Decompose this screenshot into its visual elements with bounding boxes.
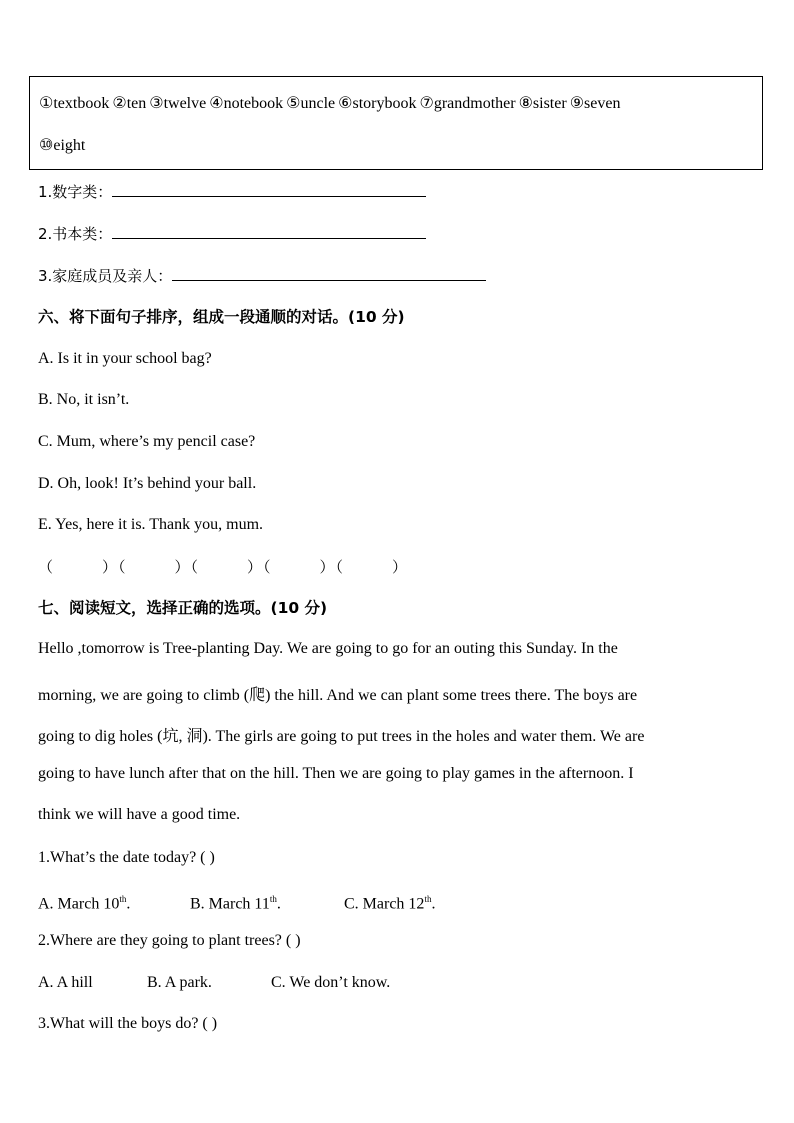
passage-line: morning, we are going to climb (爬) the hill. And we can plant some trees there. The boys are [38,687,638,704]
question-1: 1.What’s the date today? ( ) [38,849,215,866]
word-item: ⑥storybook [338,95,417,112]
word-item: ⑦grandmother [419,95,516,112]
option-tail: . [276,895,281,913]
question-2-option-a[interactable]: A. A hill [38,974,93,991]
passage-line: Hello ,tomorrow is Tree-planting Day. We are going to go for an outing this Sunday. In the [38,640,618,657]
option-sup: th [269,894,277,904]
option-tail: . [126,895,131,913]
question-2: 2.Where are they going to plant trees? ( ) [38,932,301,949]
option-sup: th [424,894,432,904]
answer-blank[interactable] [112,182,426,197]
question-1-option-a[interactable] [38,889,130,914]
sentence-d: D. Oh, look! It’s behind your ball. [38,475,257,492]
sentence-e: E. Yes, here it is. Thank you, mum. [38,516,264,533]
sentence-c: C. Mum, where’s my pencil case? [38,433,256,450]
category-label: 2.书本类： [38,225,113,243]
question-2-option-b[interactable]: B. A park. [147,974,212,991]
question-2-option-c[interactable]: C. We don’t know. [271,974,391,991]
question-3: 3.What will the boys do? ( ) [38,1015,218,1032]
category-row-numbers [38,182,426,203]
passage-line: going to dig holes (坑, 洞). The girls are going to put trees in the holes and water them. We are [38,728,645,745]
order-answer-parens[interactable]: （ ）（ ）（ ）（ ）（ ） [38,558,409,576]
word-item: ④notebook [209,95,284,112]
category-row-books [38,224,426,245]
question-1-option-b[interactable] [190,889,281,914]
option-text: B. March 11 [190,895,270,913]
passage-line: going to have lunch after that on the hill. Then we are going to play games in the afternoon. I [38,765,634,782]
word-item: ①textbook [39,95,110,112]
category-label: 3.家庭成员及亲人： [38,267,173,285]
option-tail: . [431,895,436,913]
answer-blank[interactable] [172,266,486,281]
option-sup: th [119,894,127,904]
question-1-option-c[interactable] [344,889,435,914]
word-bank-box [29,76,763,170]
word-item: ⑨seven [569,95,621,112]
word-bank-line-2: ⑩eight [39,137,86,154]
option-text: C. March 12 [344,895,425,913]
word-item: ⑧sister [518,95,567,112]
word-item: ③twelve [149,95,207,112]
word-item: ②ten [112,95,147,112]
answer-blank[interactable] [112,224,426,239]
option-text: A. March 10 [38,895,120,913]
section6-heading: 六、将下面句子排序，组成一段通顺的对话。(10 分) [38,308,405,326]
category-label: 1.数字类： [38,183,113,201]
word-item: ⑤uncle [286,95,336,112]
section7-heading: 七、阅读短文，选择正确的选项。(10 分) [38,599,328,617]
word-bank-line-1 [39,93,623,113]
category-row-family [38,266,486,287]
sentence-a: A. Is it in your school bag? [38,350,212,367]
passage-line: think we will have a good time. [38,806,241,823]
sentence-b: B. No, it isn’t. [38,391,130,408]
